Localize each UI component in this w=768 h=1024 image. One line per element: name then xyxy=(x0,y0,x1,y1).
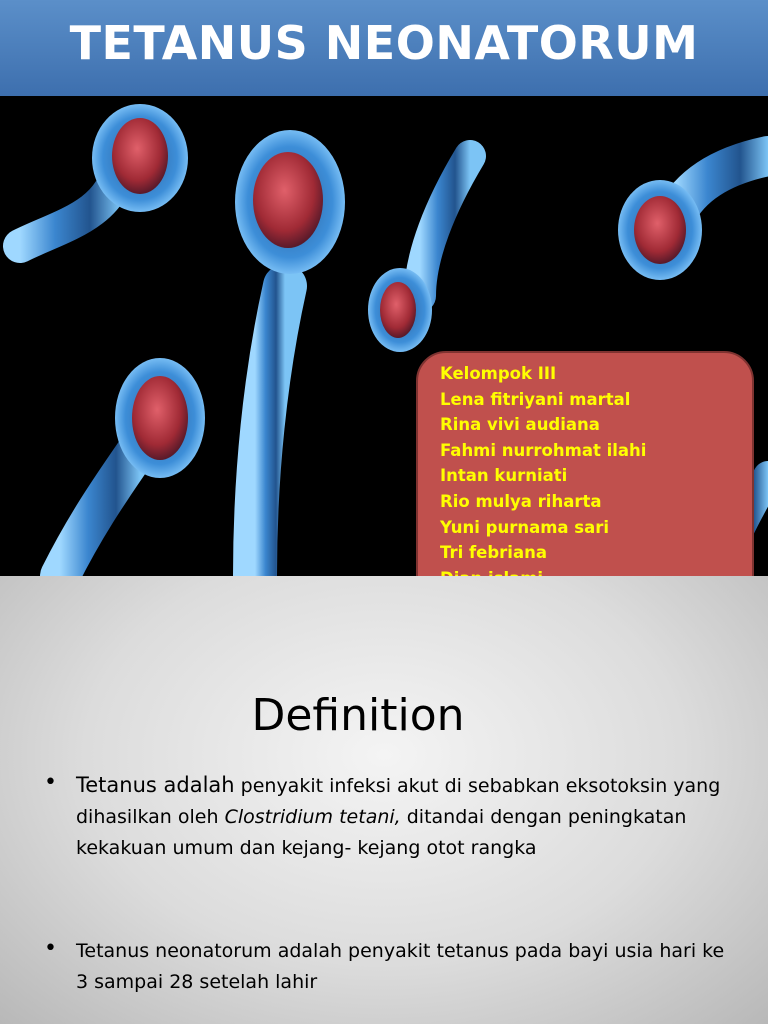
bullet-italic-term: Clostridium tetani, xyxy=(224,806,401,828)
bullet-item xyxy=(44,770,734,864)
bacteria-illustration xyxy=(0,96,768,576)
group-name: Kelompok III xyxy=(440,364,557,383)
member-name: Intan kurniati xyxy=(440,466,568,486)
bullet-marker: • xyxy=(44,770,57,795)
bullet-text-part: ditandai dengan peningkatan kekakuan umum dan kejang- kejang otot rangka xyxy=(76,806,687,859)
bullet-text-part: penyakit infeksi akut di sebabkan eksotoksin yang dihasilkan oleh xyxy=(76,775,721,828)
bullet-marker: • xyxy=(44,936,57,961)
bullet-lead: Tetanus adalah xyxy=(76,773,235,797)
member-name: Rio mulya riharta xyxy=(440,491,602,511)
member-name: Yuni purnama sari xyxy=(440,517,610,537)
bullet-item xyxy=(44,936,734,998)
member-name: Lena fitriyani martal xyxy=(440,389,631,409)
member-name: Rina vivi audiana xyxy=(440,415,600,435)
bullet-text: Tetanus neonatorum adalah penyakit tetanus pada bayi usia hari ke 3 sampai 28 setelah lahir xyxy=(76,940,725,993)
title-bar xyxy=(0,0,768,98)
definition-heading: Definition xyxy=(251,690,465,741)
member-name: Tri febriana xyxy=(440,543,547,563)
member-name: Fahmi nurrohmat ilahi xyxy=(440,440,647,460)
slide-title: TETANUS NEONATORUM xyxy=(69,16,699,70)
bullet-text xyxy=(76,770,734,864)
